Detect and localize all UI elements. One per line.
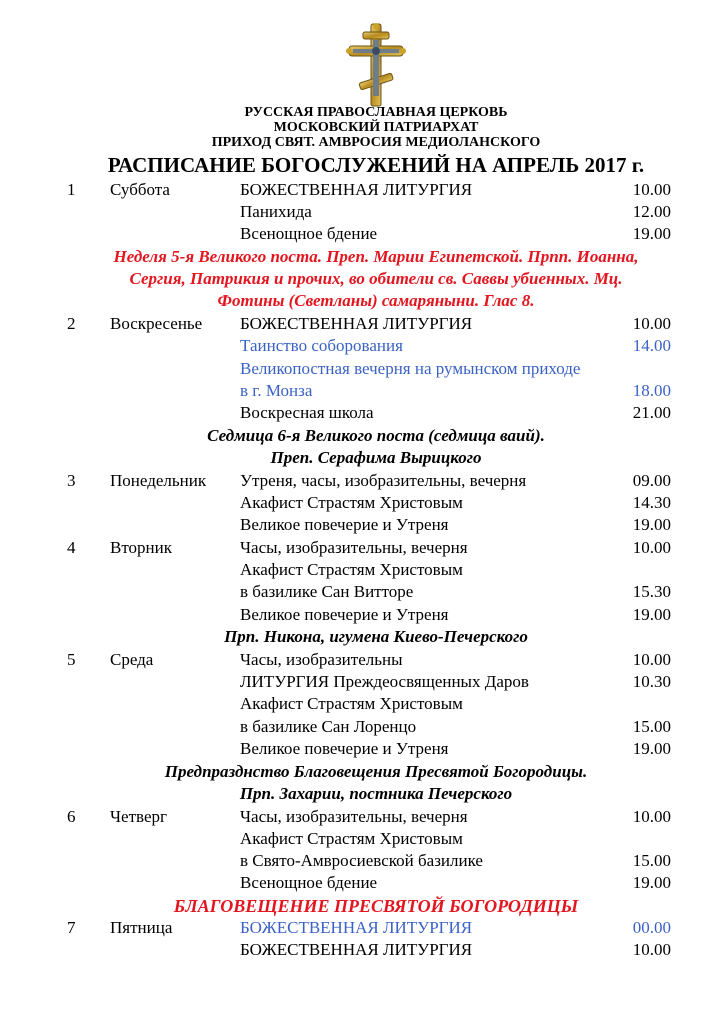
- weekday: Суббота: [110, 180, 170, 199]
- service-name: БОЖЕСТВЕННАЯ ЛИТУРГИЯ: [240, 314, 473, 333]
- schedule-row: [0, 514, 724, 536]
- service-name: Великое повечерие и Утреня: [240, 605, 449, 624]
- service-time: 10.00: [632, 650, 671, 669]
- service-name: Великое повечерие и Утреня: [240, 739, 449, 758]
- weekday: Воскресенье: [110, 314, 203, 333]
- schedule-row: [0, 223, 724, 245]
- service-name: Часы, изобразительны, вечерня: [240, 538, 468, 557]
- service-time: 15.00: [632, 851, 671, 870]
- service-name: БОЖЕСТВЕННАЯ ЛИТУРГИЯ: [240, 180, 473, 199]
- service-name: в Свято-Амвросиевской базилике: [240, 851, 483, 870]
- weekday: Пятница: [110, 918, 173, 937]
- schedule-row: [0, 693, 724, 715]
- day-number: 2: [67, 314, 76, 333]
- schedule-row: [0, 872, 724, 894]
- weekday: Четверг: [110, 807, 167, 826]
- service-time: 10.00: [632, 180, 671, 199]
- schedule-row: [0, 358, 724, 380]
- service-name: Акафист Страстям Христовым: [240, 560, 463, 579]
- service-time: 19.00: [632, 873, 671, 892]
- schedule-row: [0, 179, 724, 201]
- orthodox-cross-icon: [345, 22, 407, 108]
- service-name: Акафист Страстям Христовым: [240, 694, 463, 713]
- schedule-row: [0, 537, 724, 559]
- service-time: 10.30: [632, 672, 671, 691]
- service-time: 19.00: [632, 515, 671, 534]
- feast-heading: Преп. Серафима Вырицкого: [270, 448, 482, 467]
- service-name: Воскресная школа: [240, 403, 374, 422]
- service-name: БОЖЕСТВЕННАЯ ЛИТУРГИЯ: [240, 940, 473, 959]
- feast-heading: Фотины (Светланы) самаряныни. Глас 8.: [217, 291, 535, 310]
- feast-heading: Седмица 6-я Великого поста (седмица ваий).: [207, 426, 545, 445]
- schedule-row: [0, 716, 724, 738]
- schedule-row: [0, 581, 724, 603]
- feast-heading: Предпразднство Благовещения Пресвятой Богородицы.: [164, 762, 588, 781]
- day-number: 4: [67, 538, 76, 557]
- schedule-row: [0, 649, 724, 671]
- service-name: в базилике Сан Лоренцо: [240, 717, 417, 736]
- feast-heading: Прп. Захарии, постника Печерского: [239, 784, 513, 803]
- service-time: 21.00: [632, 403, 671, 422]
- service-name: Всенощное бдение: [240, 224, 378, 243]
- service-time: 10.00: [632, 807, 671, 826]
- schedule-row: [0, 470, 724, 492]
- service-name: ЛИТУРГИЯ Преждеосвященных Даров: [240, 672, 529, 691]
- service-name: Акафист Страстям Христовым: [240, 829, 463, 848]
- weekday: Среда: [110, 650, 154, 669]
- service-time: 10.00: [632, 314, 671, 333]
- day-number: 1: [67, 180, 76, 199]
- weekday: Вторник: [110, 538, 172, 557]
- schedule-row: [0, 559, 724, 581]
- service-name: Таинство соборования: [240, 336, 403, 355]
- service-name: Акафист Страстям Христовым: [240, 493, 463, 512]
- schedule-row: [0, 492, 724, 514]
- church-name: РУССКАЯ ПРАВОСЛАВНАЯ ЦЕРКОВЬ: [244, 105, 508, 120]
- service-time: 00.00: [632, 918, 671, 937]
- service-name: Часы, изобразительны: [240, 650, 403, 669]
- schedule-row: [0, 335, 724, 357]
- service-name: БОЖЕСТВЕННАЯ ЛИТУРГИЯ: [240, 918, 473, 937]
- schedule-row: [0, 380, 724, 402]
- weekday: Понедельник: [110, 471, 207, 490]
- service-time: 18.00: [632, 381, 671, 400]
- day-number: 7: [67, 918, 76, 937]
- day-number: 6: [67, 807, 76, 826]
- service-name: в базилике Сан Витторе: [240, 582, 414, 601]
- service-time: 14.30: [632, 493, 671, 512]
- service-name: Великопостная вечерня на румынском приходе: [240, 359, 581, 378]
- page-title: РАСПИСАНИЕ БОГОСЛУЖЕНИЙ НА АПРЕЛЬ 2017 г.: [107, 153, 645, 177]
- schedule-row: [0, 201, 724, 223]
- schedule-row: [0, 604, 724, 626]
- schedule-row: [0, 917, 724, 939]
- feast-heading: Сергия, Патрикия и прочих, во обители св. Саввы убиенных. Мц.: [129, 269, 623, 288]
- feast-heading: Неделя 5-я Великого поста. Преп. Марии Египетской. Прпп. Иоанна,: [113, 247, 639, 266]
- schedule-row: [0, 806, 724, 828]
- schedule-row: [0, 671, 724, 693]
- service-time: 10.00: [632, 940, 671, 959]
- service-time: 15.00: [632, 717, 671, 736]
- service-name: Часы, изобразительны, вечерня: [240, 807, 468, 826]
- patriarchate-name: МОСКОВСКИЙ ПАТРИАРХАТ: [273, 120, 479, 135]
- service-time: 19.00: [632, 739, 671, 758]
- day-number: 5: [67, 650, 76, 669]
- service-time: 19.00: [632, 224, 671, 243]
- schedule-row: [0, 313, 724, 335]
- schedule-row: [0, 738, 724, 760]
- service-time: 14.00: [632, 336, 671, 355]
- service-name: Панихида: [240, 202, 312, 221]
- service-time: 09.00: [632, 471, 671, 490]
- feast-heading: БЛАГОВЕЩЕНИЕ ПРЕСВЯТОЙ БОГОРОДИЦЫ: [173, 896, 579, 916]
- service-time: 19.00: [632, 605, 671, 624]
- schedule-row: [0, 828, 724, 850]
- schedule-row: [0, 939, 724, 961]
- service-time: 12.00: [632, 202, 671, 221]
- service-name: Всенощное бдение: [240, 873, 378, 892]
- feast-heading: Прп. Никона, игумена Киево-Печерского: [224, 627, 528, 646]
- service-name: в г. Монза: [240, 381, 313, 400]
- service-name: Великое повечерие и Утреня: [240, 515, 449, 534]
- schedule-row: [0, 850, 724, 872]
- service-time: 15.30: [632, 582, 671, 601]
- day-number: 3: [67, 471, 76, 490]
- service-time: 10.00: [632, 538, 671, 557]
- service-name: Утреня, часы, изобразительны, вечерня: [240, 471, 527, 490]
- schedule-row: [0, 402, 724, 424]
- parish-name: ПРИХОД СВЯТ. АМВРОСИЯ МЕДИОЛАНСКОГО: [211, 135, 541, 150]
